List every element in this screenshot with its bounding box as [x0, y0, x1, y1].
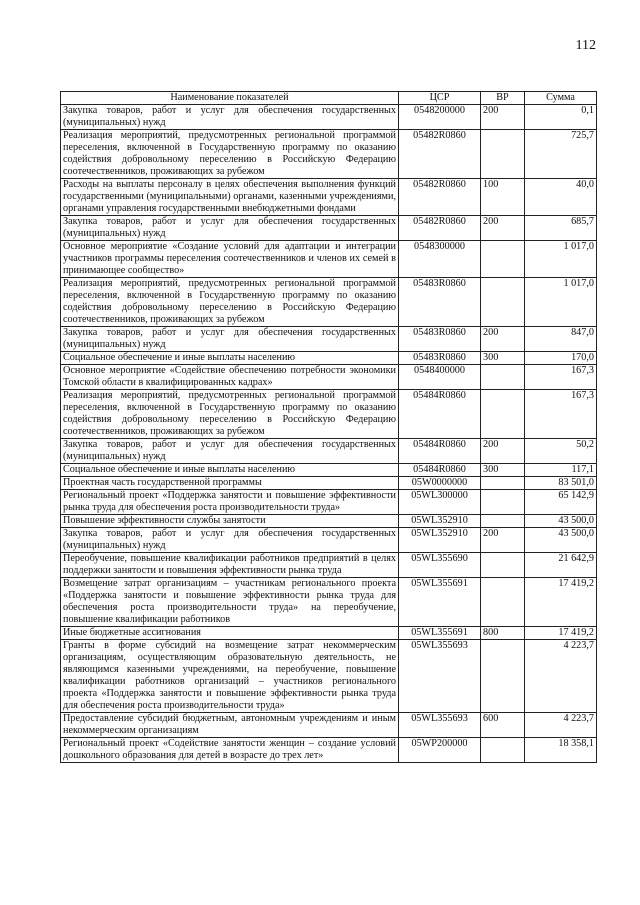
row-sum-cell: 43 500,0 [525, 528, 597, 553]
budget-table [60, 91, 597, 763]
row-name-cell: Региональный проект «Поддержка занятости и повышение эффективности рынка труда для обеспечения роста производительности труда» [61, 490, 399, 515]
row-name-cell: Основное мероприятие «Содействие обеспечению потребности экономики Томской области в квалифицированных кадрах» [61, 365, 399, 390]
row-vr-cell: 100 [481, 179, 525, 216]
row-csr-cell: 05484R0860 [399, 439, 481, 464]
table-row [61, 627, 597, 640]
row-vr-cell [481, 130, 525, 179]
row-name-cell: Закупка товаров, работ и услуг для обеспечения государственных (муниципальных) нужд [61, 528, 399, 553]
row-sum-cell: 725,7 [525, 130, 597, 179]
row-name-cell: Иные бюджетные ассигнования [61, 627, 399, 640]
table-row [61, 528, 597, 553]
row-vr-cell [481, 640, 525, 713]
row-sum-cell: 50,2 [525, 439, 597, 464]
row-name-cell: Закупка товаров, работ и услуг для обеспечения государственных (муниципальных) нужд [61, 216, 399, 241]
row-sum-cell: 167,3 [525, 390, 597, 439]
table-row [61, 553, 597, 578]
table-row [61, 439, 597, 464]
row-name-cell: Социальное обеспечение и иные выплаты населению [61, 352, 399, 365]
row-sum-cell: 83 501,0 [525, 477, 597, 490]
row-sum-cell: 40,0 [525, 179, 597, 216]
row-vr-cell: 200 [481, 327, 525, 352]
row-sum-cell: 4 223,7 [525, 640, 597, 713]
row-vr-cell: 200 [481, 105, 525, 130]
row-name-cell: Предоставление субсидий бюджетным, автономным учреждениям и иным некоммерческим организациям [61, 713, 399, 738]
row-sum-cell: 170,0 [525, 352, 597, 365]
table-row [61, 365, 597, 390]
row-name-cell: Повышение эффективности службы занятости [61, 515, 399, 528]
row-name-cell: Закупка товаров, работ и услуг для обеспечения государственных (муниципальных) нужд [61, 439, 399, 464]
table-body [61, 105, 597, 763]
header-vr: ВР [481, 92, 525, 105]
row-sum-cell: 117,1 [525, 464, 597, 477]
table-row [61, 578, 597, 627]
row-csr-cell: 05482R0860 [399, 130, 481, 179]
row-csr-cell: 05482R0860 [399, 216, 481, 241]
header-name: Наименование показателей [61, 92, 399, 105]
row-vr-cell [481, 515, 525, 528]
table-row [61, 352, 597, 365]
row-sum-cell: 65 142,9 [525, 490, 597, 515]
row-vr-cell: 200 [481, 528, 525, 553]
row-csr-cell: 05WL355693 [399, 640, 481, 713]
row-name-cell: Региональный проект «Содействие занятости женщин – создание условий дошкольного образования для детей в возрасте до трех лет» [61, 738, 399, 763]
header-csr: ЦСР [399, 92, 481, 105]
row-vr-cell: 800 [481, 627, 525, 640]
row-vr-cell: 600 [481, 713, 525, 738]
row-csr-cell: 05W0000000 [399, 477, 481, 490]
row-name-cell: Гранты в форме субсидий на возмещение затрат некоммерческим организациям, осуществляющим образовательную деятельность, не являющимся казенными учреждениями, на переобучение, повышение квалификации работников организаций – участников регионального проекта «Поддержка занятости и повышение эффективности рынка труда для обеспечения роста производительности труда» [61, 640, 399, 713]
row-vr-cell [481, 490, 525, 515]
header-sum: Сумма [525, 92, 597, 105]
row-name-cell: Реализация мероприятий, предусмотренных региональной программой переселения, включенной в Государственную программу по оказанию содействия добровольному переселению в Российскую Федерацию соотечественников, проживающих за рубежом [61, 278, 399, 327]
row-vr-cell [481, 553, 525, 578]
row-name-cell: Возмещение затрат организациям – участникам регионального проекта «Поддержка занятости и повышение эффективности рынка труда для обеспечения роста производительности труда» на переобучение, повышение квалификации работников [61, 578, 399, 627]
table-row [61, 738, 597, 763]
table-row [61, 216, 597, 241]
table-row [61, 515, 597, 528]
row-sum-cell: 1 017,0 [525, 278, 597, 327]
row-name-cell: Реализация мероприятий, предусмотренных региональной программой переселения, включенной в Государственную программу по оказанию содействия добровольному переселению в Российскую Федерацию соотечественников, проживающих за рубежом [61, 390, 399, 439]
row-sum-cell: 43 500,0 [525, 515, 597, 528]
page-number: 112 [575, 38, 596, 53]
row-csr-cell: 05WL352910 [399, 515, 481, 528]
row-sum-cell: 18 358,1 [525, 738, 597, 763]
row-csr-cell: 05WL355690 [399, 553, 481, 578]
table-row [61, 713, 597, 738]
row-name-cell: Закупка товаров, работ и услуг для обеспечения государственных (муниципальных) нужд [61, 105, 399, 130]
row-csr-cell: 05483R0860 [399, 278, 481, 327]
table-row [61, 105, 597, 130]
row-vr-cell [481, 738, 525, 763]
row-sum-cell: 4 223,7 [525, 713, 597, 738]
row-csr-cell: 05WL300000 [399, 490, 481, 515]
row-vr-cell [481, 390, 525, 439]
table-row [61, 241, 597, 278]
row-csr-cell: 05484R0860 [399, 464, 481, 477]
table-row [61, 278, 597, 327]
row-vr-cell [481, 278, 525, 327]
row-sum-cell: 167,3 [525, 365, 597, 390]
row-sum-cell: 847,0 [525, 327, 597, 352]
row-vr-cell: 200 [481, 216, 525, 241]
row-csr-cell: 0548400000 [399, 365, 481, 390]
row-csr-cell: 05483R0860 [399, 327, 481, 352]
row-sum-cell: 1 017,0 [525, 241, 597, 278]
row-csr-cell: 0548200000 [399, 105, 481, 130]
row-vr-cell: 300 [481, 464, 525, 477]
table-header-row [61, 92, 597, 105]
row-vr-cell: 200 [481, 439, 525, 464]
row-name-cell: Переобучение, повышение квалификации работников предприятий в целях поддержки занятости и повышения эффективности рынка труда [61, 553, 399, 578]
row-csr-cell: 05WL355691 [399, 627, 481, 640]
table-row [61, 130, 597, 179]
table-row [61, 327, 597, 352]
row-vr-cell: 300 [481, 352, 525, 365]
table-row [61, 490, 597, 515]
row-sum-cell: 685,7 [525, 216, 597, 241]
row-name-cell: Реализация мероприятий, предусмотренных региональной программой переселения, включенной в Государственную программу по оказанию содействия добровольному переселению в Российскую Федерацию соотечественников, проживающих за рубежом [61, 130, 399, 179]
row-vr-cell [481, 365, 525, 390]
table-row [61, 390, 597, 439]
row-vr-cell [481, 241, 525, 278]
row-sum-cell: 17 419,2 [525, 627, 597, 640]
row-sum-cell: 21 642,9 [525, 553, 597, 578]
row-name-cell: Закупка товаров, работ и услуг для обеспечения государственных (муниципальных) нужд [61, 327, 399, 352]
row-csr-cell: 05WP200000 [399, 738, 481, 763]
row-sum-cell: 17 419,2 [525, 578, 597, 627]
row-csr-cell: 05WL355693 [399, 713, 481, 738]
row-csr-cell: 05484R0860 [399, 390, 481, 439]
row-vr-cell [481, 578, 525, 627]
row-csr-cell: 05WL355691 [399, 578, 481, 627]
row-name-cell: Проектная часть государственной программы [61, 477, 399, 490]
row-csr-cell: 05483R0860 [399, 352, 481, 365]
table-row [61, 477, 597, 490]
row-name-cell: Расходы на выплаты персоналу в целях обеспечения выполнения функций государственными (муниципальными) органами, казенными учреждениями, органами управления государственными внебюджетными фондами [61, 179, 399, 216]
row-name-cell: Социальное обеспечение и иные выплаты населению [61, 464, 399, 477]
row-csr-cell: 05WL352910 [399, 528, 481, 553]
table-row [61, 464, 597, 477]
row-csr-cell: 05482R0860 [399, 179, 481, 216]
table-row [61, 640, 597, 713]
table-row [61, 179, 597, 216]
row-sum-cell: 0,1 [525, 105, 597, 130]
row-name-cell: Основное мероприятие «Создание условий для адаптации и интеграции участников программы переселения соотечественников и членов их семей в принимающее сообщество» [61, 241, 399, 278]
row-csr-cell: 0548300000 [399, 241, 481, 278]
row-vr-cell [481, 477, 525, 490]
